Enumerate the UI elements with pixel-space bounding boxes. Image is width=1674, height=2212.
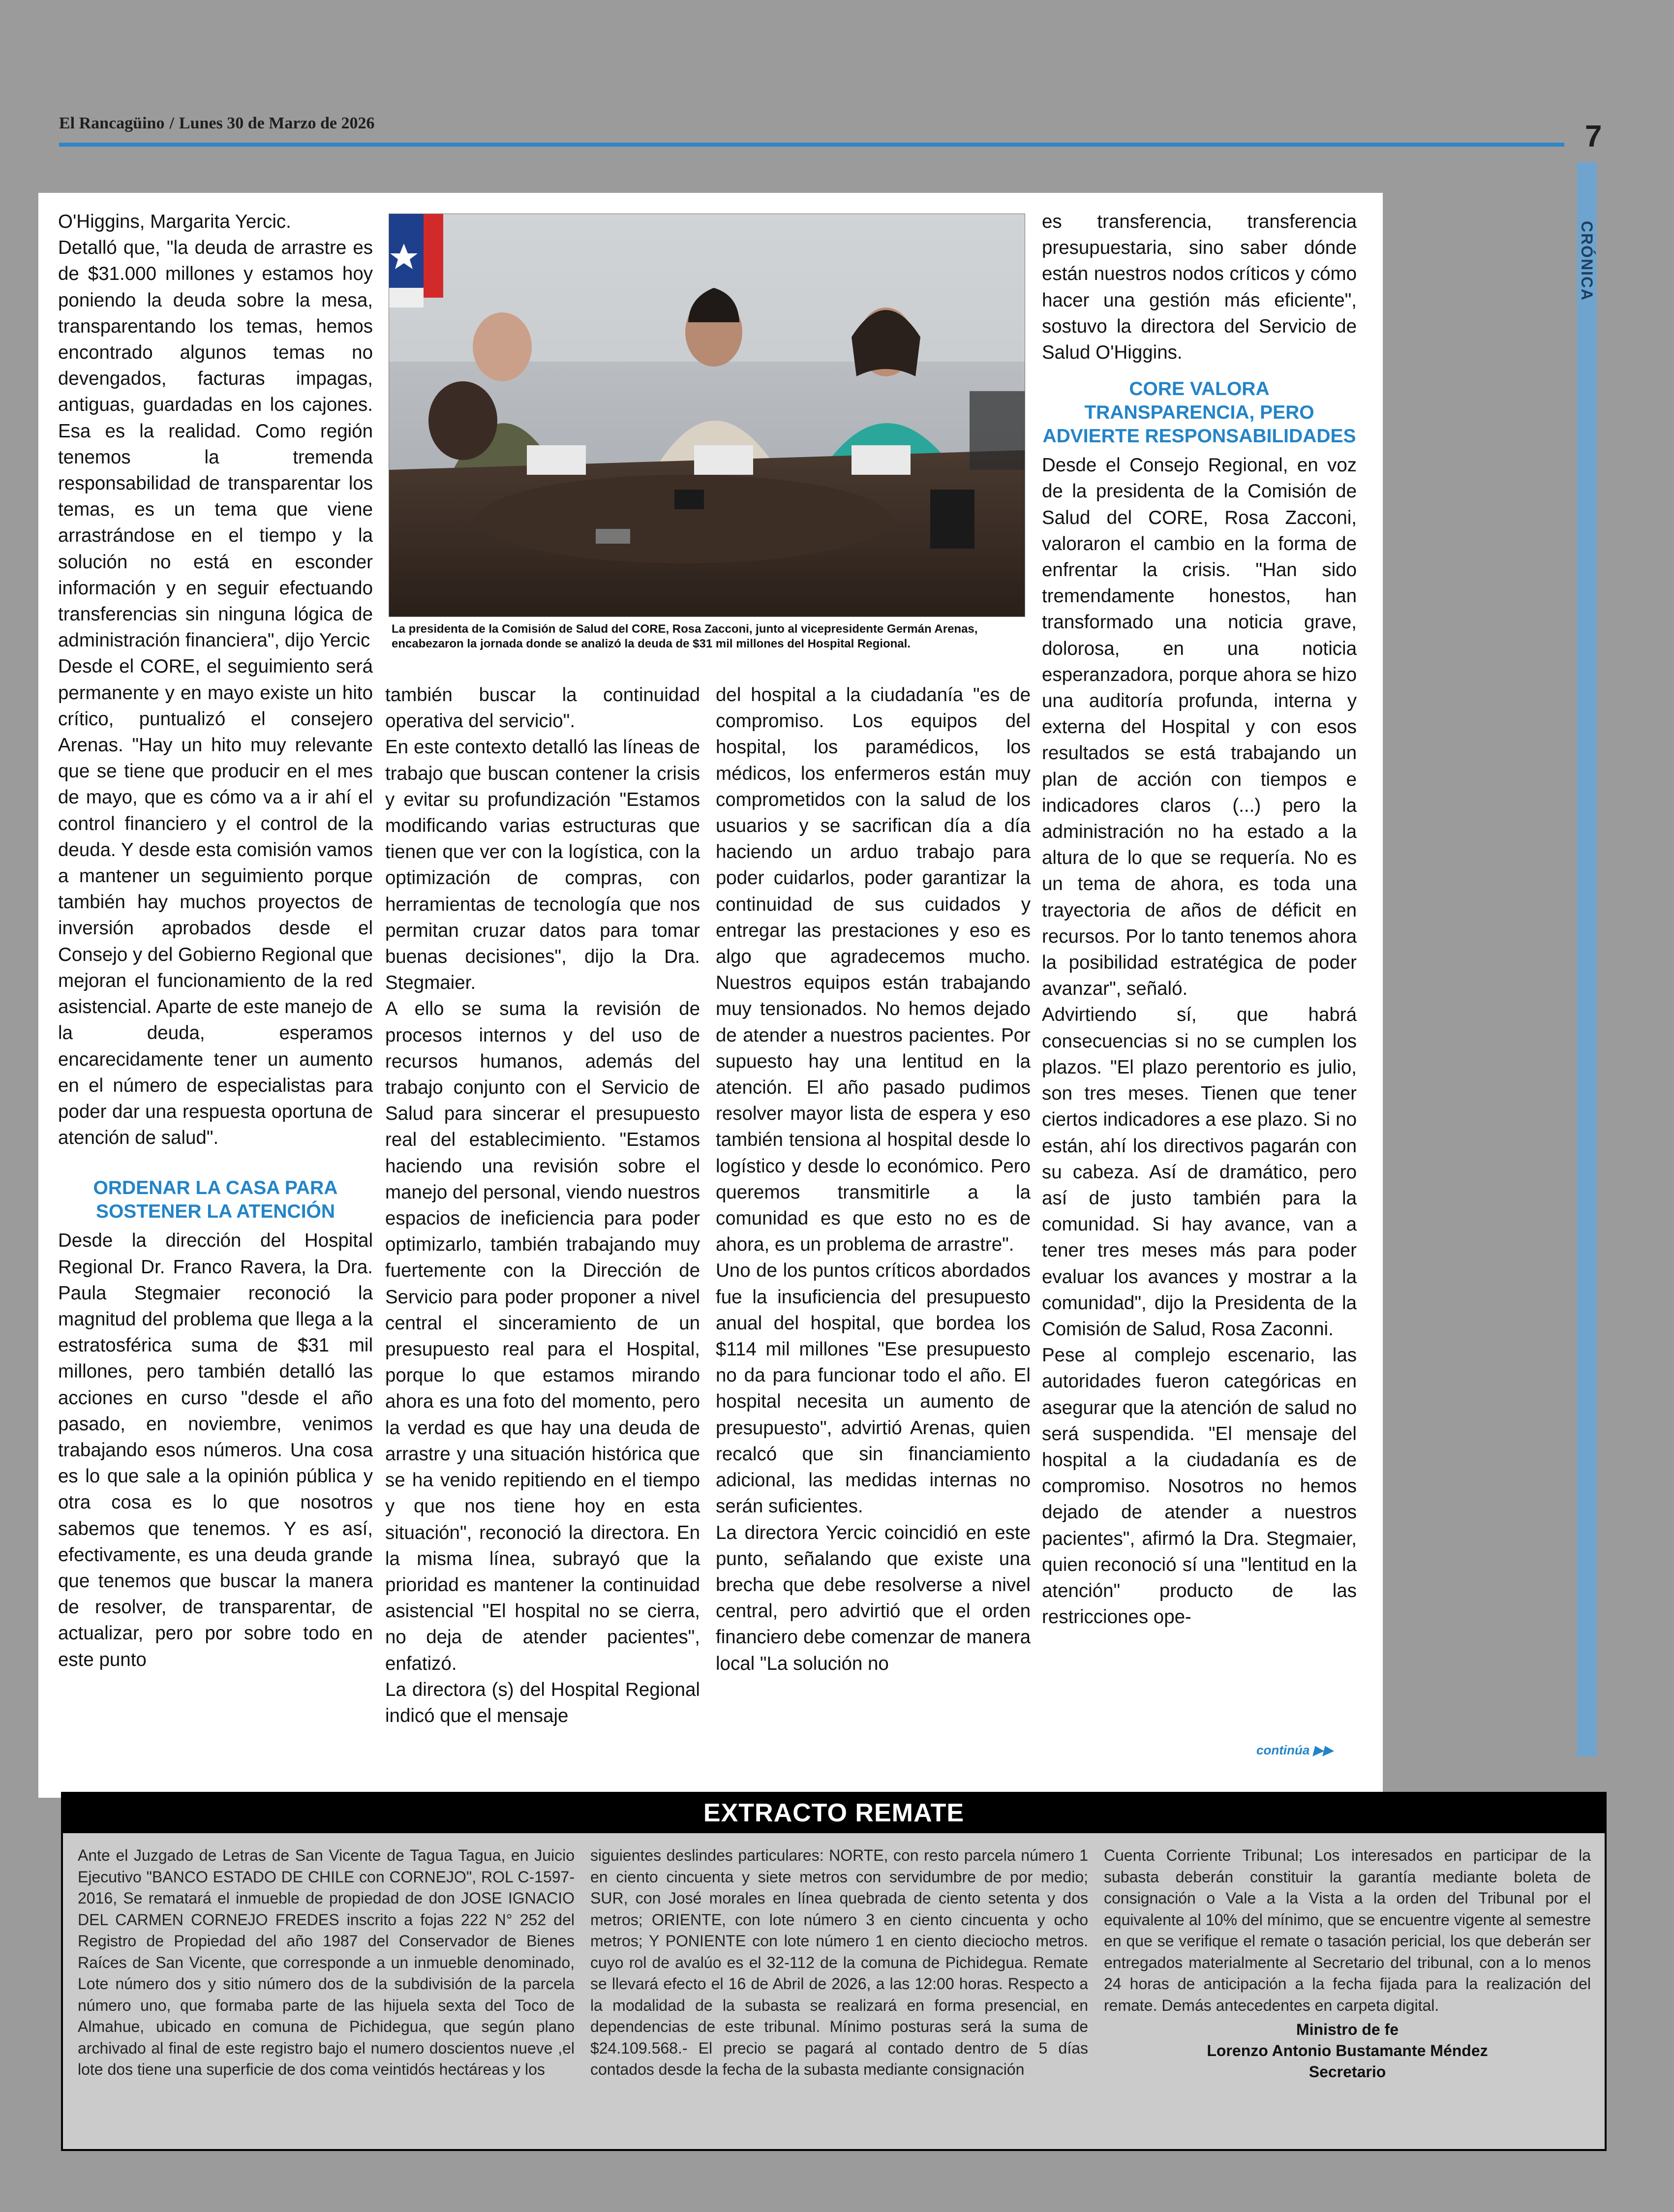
signature-block — [1104, 2019, 1591, 2083]
paragraph: Desde el Consejo Regional, en voz de la presidenta de la Comisión de Salud del CORE, Rosa Zacconi, valoraron el cambio en la forma de enfrentar la crisis. "Han sido tremendamente honestos, han transformado una noticia grave, dolorosa, en una noticia esperanzadora, porque ahora se hizo una auditoría profunda, interna y externa del Hospital y con esos resultados se está trabajando un plan de acción con tiempos e indicadores claros (...) pero la administración no ha estado a la altura de lo que se requería. No es un tema de ahora, es toda una trayectoria de años de déficit en recursos. Por lo tanto tenemos ahora la posibilidad estratégica de poder avanzar", señaló. — [1042, 455, 1357, 1000]
paragraph: O'Higgins, Margarita Yercic. — [58, 211, 291, 232]
legal-notice-column-3 — [1104, 1845, 1591, 2083]
paragraph: Detalló que, "la deuda de arrastre es de $31.000 millones y estamos hoy poniendo la deuda sobre la mesa, transparentando los temas, hemos encontrado algunos temas no devengados, facturas impagas, antiguas, guardadas en los cajones. Esa es la realidad. Como región tenemos la tremenda responsabilidad de transparentar los temas, es un tema que viene arrastrándose en el tiempo y la solución no está en esconder información y en seguir efectuando transferencias sin ninguna lógica de administración financiera", dijo Yercic — [58, 237, 373, 651]
newspaper-name: El Rancagüino — [59, 114, 165, 132]
paragraph: Uno de los puntos críticos abordados fue la insuficiencia del presupuesto anual del hospital, que bordea los $114 mil millones "Ese presupuesto no da para funcionar todo el año. El hospital necesita un aumento de presupuesto", advirtió Arenas, quien recalcó que sin financiamiento adicional, las medidas internas no serán suficientes. — [716, 1260, 1031, 1517]
issue-date: Lunes 30 de Marzo de 2026 — [179, 114, 375, 132]
paragraph: del hospital a la ciudadanía "es de compromiso. Los equipos del hospital, los paramédicos, los médicos, los enfermeros están muy comprometidos con la salud de los usuarios y se sacrifican día a día haciendo un arduo trabajo para poder cuidarlos, poder garantizar la continuidad de sus cuidados y entregar las prestaciones y eso es algo que agradecemos mucho. Nuestros equipos están trabajando muy tensionados. No hemos dejado de atender a nuestros pacientes. Por supuesto hay una lentitud en la atención. El año pasado pudimos resolver mayor lista de espera y eso también tensiona al hospital desde lo logístico y desde lo económico. Pero queremos transmitirle a la comunidad es que esto no es de ahora, es un problema de arrastre". — [716, 684, 1031, 1256]
paragraph: Advirtiendo sí, que habrá consecuencias si no se cumplen los plazos. "El plazo perentorio es julio, son tres meses. Tienen que tener ciertos indicadores a ese plazo. Si no están, ahí los directivos pagarán con su cabeza. Así de dramático, pero así de justo también para la comunidad. Si hay avance, van a tener tres meses más para poder evaluar los avances y mostrar a la comunidad", dijo la Presidenta de la Comisión de Salud, Rosa Zaconni. — [1042, 1004, 1357, 1340]
legal-notice-title: EXTRACTO REMATE — [63, 1794, 1605, 1833]
paragraph: La directora (s) del Hospital Regional indicó que el mensaje — [385, 1679, 700, 1726]
signature-name: Lorenzo Antonio Bustamante Méndez — [1207, 2042, 1488, 2059]
paragraph: En este contexto detalló las líneas de trabajo que buscan contener la crisis y evitar su profundización "Estamos modificando varias estructuras que tienen que ver con la logística, con la optimización de compras, con herramientas de tecnología que nos permitan cruzar datos para tomar buenas decisiones", dijo la Dra. Stegmaier. — [385, 737, 700, 994]
paragraph: Desde la dirección del Hospital Regional Dr. Franco Ravera, la Dra. Paula Stegmaier reconoció la magnitud del problema que llega a la estratosférica suma de $31 mil millones, pero también detalló las acciones en curso "desde el año pasado, en noviembre, venimos trabajando esos números. Una cosa es lo que sale a la opinión pública y otra cosa es lo que nosotros sabemos que tenemos. Y es así, efectivamente, es una deuda grande que tenemos que buscar la manera de resolver, de transparentar, de actualizar, pero por sobre todo en este punto — [58, 1230, 373, 1670]
signature-title: Ministro de fe — [1296, 2021, 1399, 2038]
article-column-4 — [1042, 209, 1357, 1630]
subheading-ordenar: ORDENAR LA CASA PARA SOSTENER LA ATENCIÓN — [93, 1177, 338, 1223]
paragraph: A ello se suma la revisión de procesos internos y del uso de recursos humanos, además del trabajo conjunto con el Servicio de Salud para sincerar el presupuesto real del establecimiento. "Estamos haciendo una revisión sobre el manejo del personal, viendo nuestros espacios de ineficiencia para poder optimizarlo, también trabajando muy fuertemente con la Dirección de Servicio para poder proponer a nivel central el sinceramiento de un presupuesto real para el Hospital, porque lo que estamos mirando ahora es una foto del momento, pero la verdad es que hay una deuda de arrastre y una situación histórica que se ha venido repitiendo en el tiempo y que nos tiene hoy en esta situación", reconoció la directora. En la misma línea, subrayó que la prioridad es mantener la continuidad asistencial "El hospital no se cierra, no deja de atender pacientes", enfatizó. — [385, 998, 700, 1674]
header-rule — [59, 143, 1564, 147]
article-page — [38, 193, 1383, 1798]
subheading-core-valora: CORE VALORA TRANSPARENCIA, PERO ADVIERTE RESPONSABILIDADES — [1042, 378, 1356, 447]
section-label — [1574, 212, 1600, 310]
continued-indicator: continúa ▶▶ — [1256, 1743, 1333, 1757]
legal-notice-column-1: Ante el Juzgado de Letras de San Vicente de Tagua Tagua, en Juicio Ejecutivo "BANCO ESTADO DE CHILE con CORNEJO", ROL C-1597-2016, Se rematará el inmueble de propiedad de don JOSE IGNACIO DEL CARMEN CORNEJO FREDES inscrito a fojas 222 N° 252 del Registro de Propiedad del año 1987 del Conservador de Bienes Raíces de San Vicente, que corresponde a un inmueble denominado, Lote número dos y sitio número dos de la subdivisión de la parcela número uno, que formaba parte de las hijuela sexta del Toco de Almahue, ubicado en comuna de Pichidegua, que según plano archivado al final de este registro bajo el numero doscientos nueve ,el lote dos tiene una superficie de dos coma veintidós hectáreas y los — [78, 1846, 575, 2078]
signature-role: Secretario — [1309, 2063, 1386, 2081]
article-column-2 — [385, 682, 700, 1729]
legal-notice-box — [61, 1792, 1607, 2151]
header-separator: / — [169, 114, 174, 132]
page-header — [59, 114, 375, 133]
paragraph: también buscar la continuidad operativa del servicio". — [385, 684, 700, 732]
paragraph: La directora Yercic coincidió en este punto, señalando que existe una brecha que debe resolverse a nivel central, pero advirtió que el orden financiero debe comenzar de manera local "La solución no — [716, 1522, 1031, 1674]
page-number: 7 — [1585, 120, 1602, 154]
legal-notice-column-2: siguientes deslindes particulares: NORTE, con resto parcela número 1 en ciento cincuenta y siete metros con servidumbre de por medio; SUR, con José morales en línea quebrada de ciento setenta y dos metros; ORIENTE, con lote número 3 en ciento cincuenta y ocho metros; Y PONIENTE con lote número 1 en ciento dieciocho metros. cuyo rol de avalúo es el 32-112 de la comuna de Pichidegua. Remate se llevará efecto el 16 de Abril de 2026, a las 12:00 horas. Respecto a la modalidad de la subasta se realizará en forma presencial, en dependencias de este tribunal. Mínimo posturas será la suma de $24.109.568.- El precio se pagará al contado dentro de 5 días contados desde la fecha de la subasta mediante consignación — [590, 1846, 1088, 2078]
article-column-3 — [716, 682, 1031, 1677]
section-label-text: CRÓNICA — [1578, 220, 1596, 301]
paragraph: Desde el CORE, el seguimiento será permanente y en mayo existe un hito crítico, puntualizó el consejero Arenas. "Hay un hito muy relevante que se tiene que producir en el mes de mayo, que es cómo va a ir ahí el control financiero y el control de la deuda. Y desde esta comisión vamos a mantener un seguimiento porque también hay muchos proyectos de inversión aprobados desde el Consejo y del Gobierno Regional que mejoran el funcionamiento de la red asistencial. Aparte de este manejo de la deuda, esperamos encarecidamente tener un aumento en el número de especialistas para poder dar una respuesta oportuna de atención de salud". — [58, 656, 373, 1149]
meeting-photo-illustration — [389, 214, 1025, 616]
paragraph: es transferencia, transferencia presupuestaria, sino saber dónde están nuestros nodos críticos y cómo hacer una gestión más eficiente", sostuvo la directora del Servicio de Salud O'Higgins. — [1042, 211, 1357, 364]
paragraph: Pese al complejo escenario, las autoridades fueron categóricas en asegurar que la atención de salud no será suspendida. "El mensaje del hospital a la ciudadanía es de compromiso. Nosotros no hemos dejado de atender a nuestros pacientes", afirmó la Dra. Stegmaier, quien reconoció sí una "lentitud en la atención" producto de las restricciones ope- — [1042, 1345, 1357, 1628]
article-column-1 — [58, 209, 373, 1673]
photo-caption: La presidenta de la Comisión de Salud del CORE, Rosa Zacconi, junto al vicepresidente Germán Arenas, encabezaron la jornada donde se analizó la deuda de $31 mil millones del Hospital Regional. — [392, 622, 978, 650]
section-sidebar — [1577, 162, 1597, 1756]
article-photo — [389, 214, 1025, 617]
legal-notice-text: Cuenta Corriente Tribunal; Los interesados en participar de la subasta deberán constituir la garantía mediante boleta de consignación o Vale a la Vista a la orden del Tribunal por el equivalente al 10% del mínimo, que se encuentre vigente al semestre en que se verifique el remate o tasación pericial, los que deberán ser entregados materialmente al Secretario del tribunal, con a lo menos 24 horas de anticipación a la fecha fijada para la realización del remate. Demás antecedentes en carpeta digital. — [1104, 1846, 1591, 2014]
